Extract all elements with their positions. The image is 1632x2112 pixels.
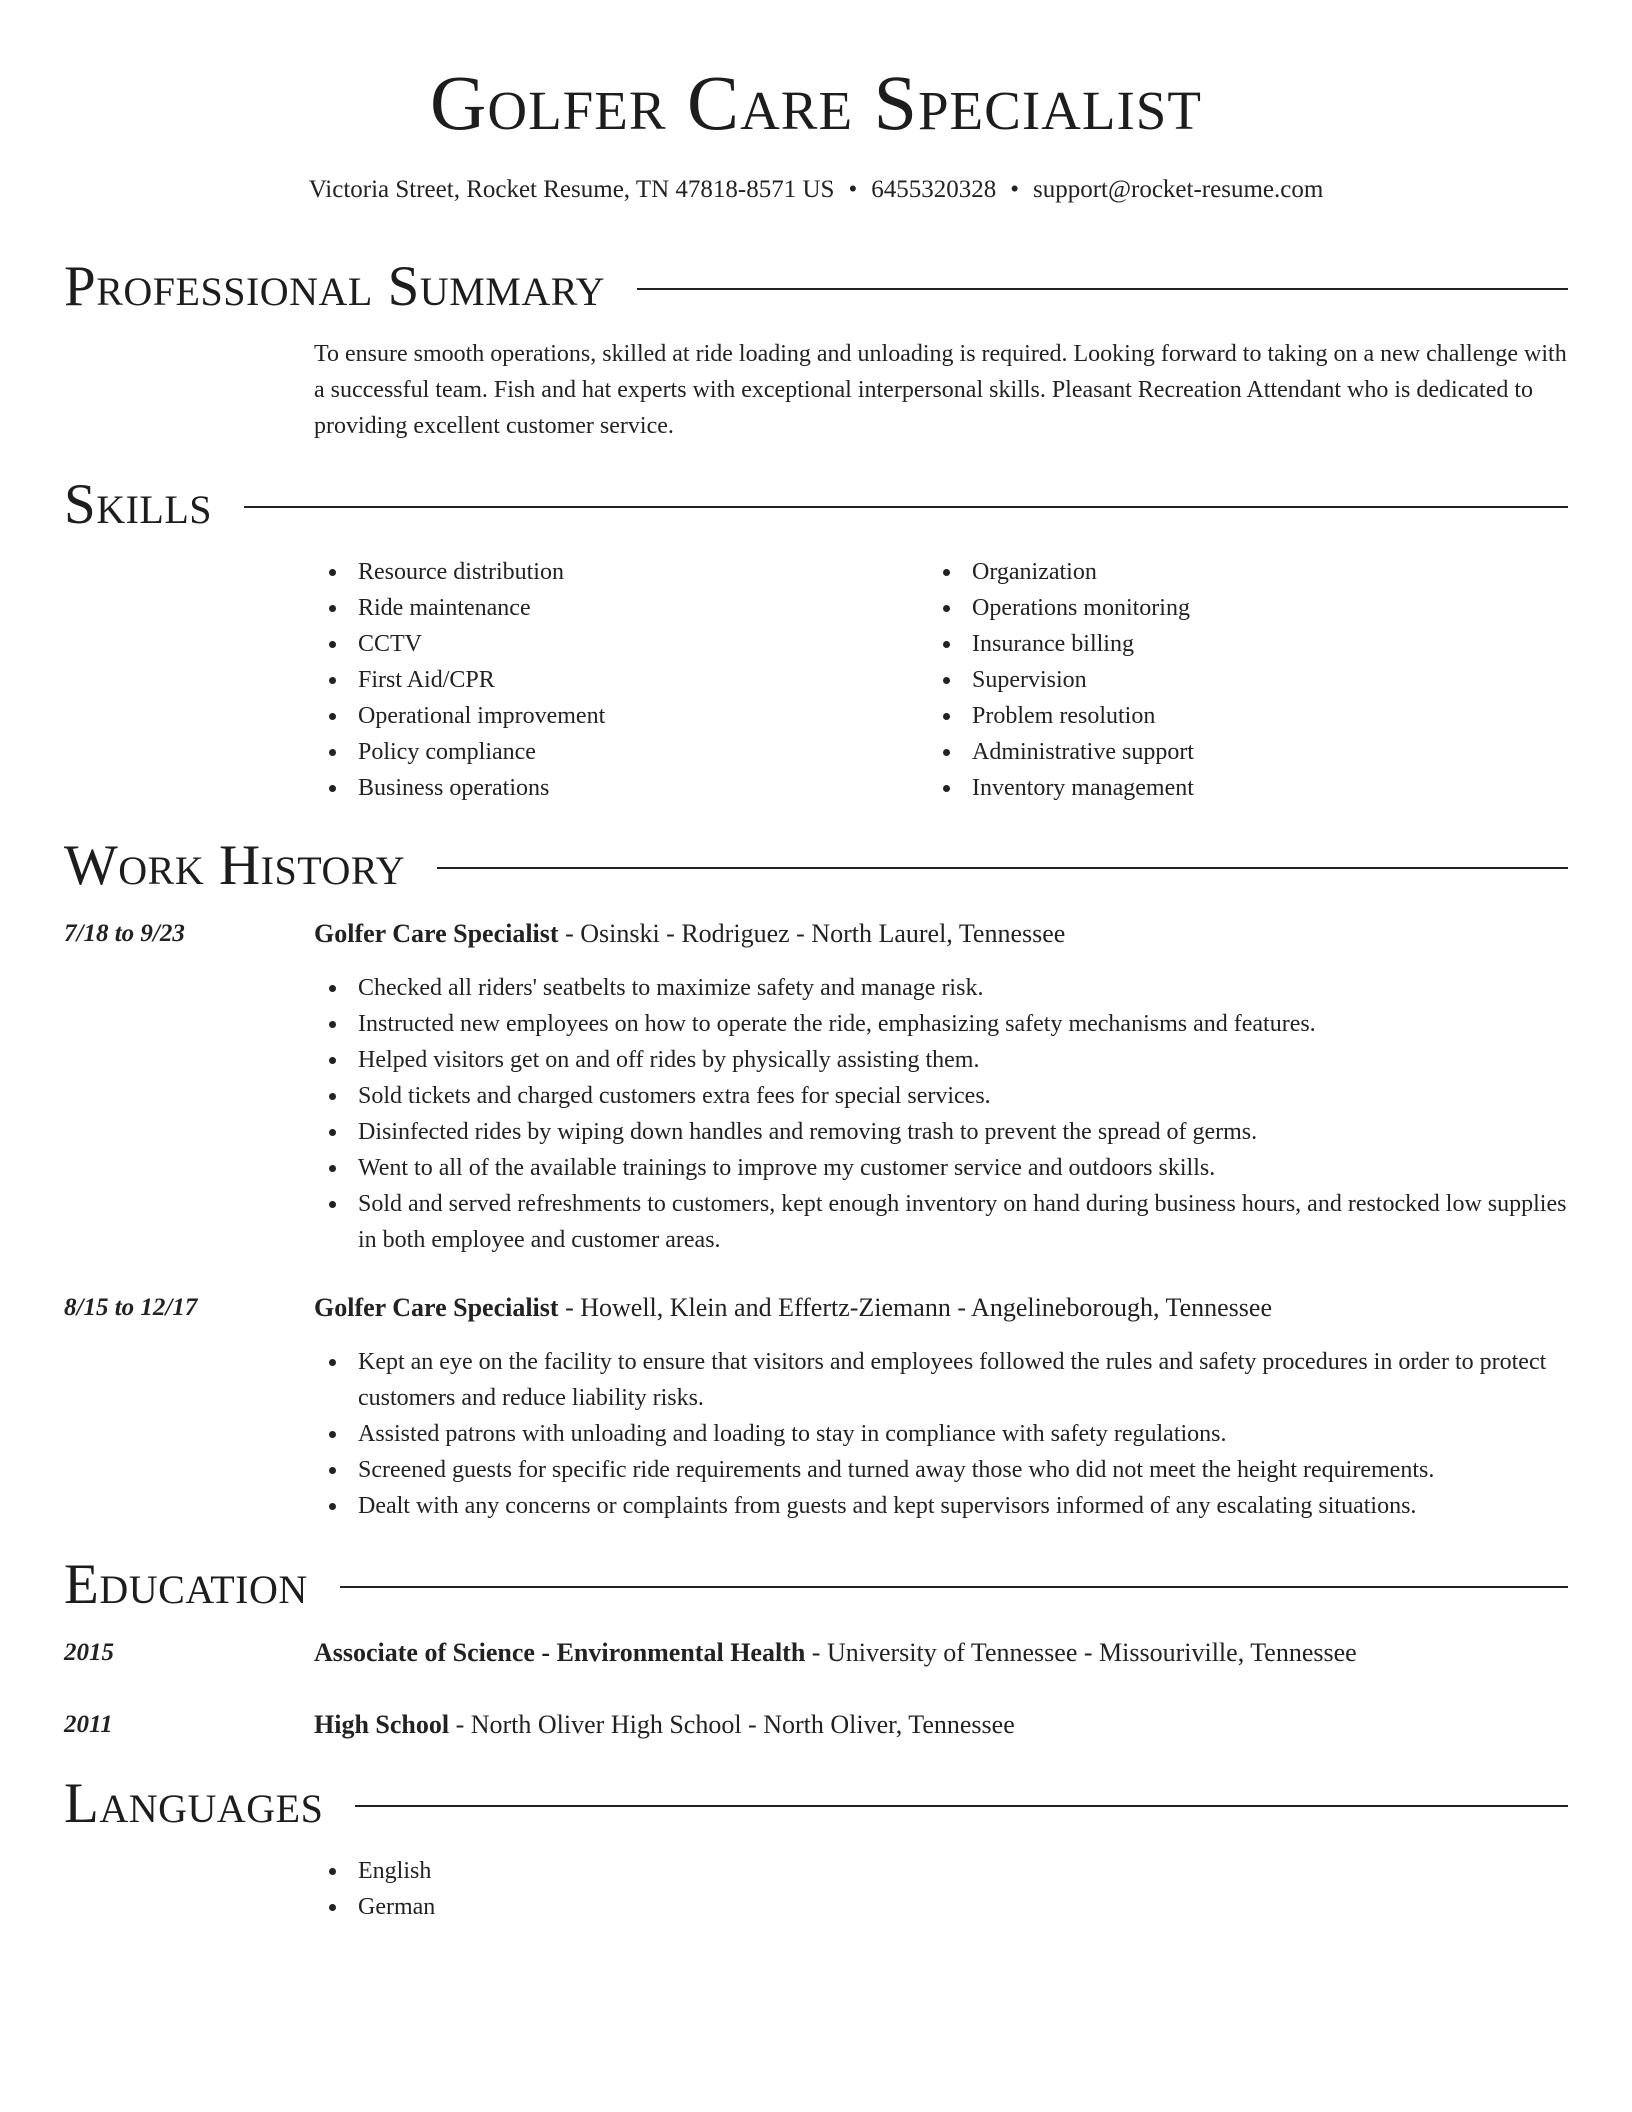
job-bullet: Went to all of the available trainings to improve my customer service and outdoors skills.	[314, 1150, 1568, 1186]
job-bullet: Disinfected rides by wiping down handles and removing trash to prevent the spread of germs.	[314, 1114, 1568, 1150]
summary-section-header	[64, 256, 1568, 318]
skills-list-right	[928, 554, 1528, 806]
skill-item: Organization	[928, 554, 1528, 590]
job-bullet: Sold and served refreshments to customers, kept enough inventory on hand during business hours, and restocked low supplies in both employee and customer areas.	[314, 1186, 1568, 1258]
language-item: German	[314, 1889, 1568, 1925]
section-divider	[355, 1805, 1568, 1807]
job-details: - Osinski - Rodriguez - North Laurel, Tennessee	[558, 919, 1066, 948]
job-dates: 7/18 to 9/23	[64, 920, 185, 947]
languages-section-header	[64, 1773, 1568, 1835]
work-section-header	[64, 835, 1568, 897]
job-heading	[314, 1290, 1568, 1326]
job-bullet: Kept an eye on the facility to ensure that visitors and employees followed the rules and safety procedures in order to protect customers and reduce liability risks.	[314, 1344, 1568, 1416]
skills-list-left	[314, 554, 914, 806]
languages-list	[314, 1853, 1568, 1925]
skill-item: Administrative support	[928, 734, 1528, 770]
skill-item: Operational improvement	[314, 698, 914, 734]
section-divider	[340, 1586, 1568, 1588]
skill-item: Resource distribution	[314, 554, 914, 590]
job-title: Golfer Care Specialist	[314, 919, 559, 948]
email: support@rocket-resume.com	[1032, 176, 1324, 203]
skill-item: CCTV	[314, 626, 914, 662]
skill-item: Supervision	[928, 662, 1528, 698]
languages-title: Languages	[64, 1772, 324, 1835]
education-details: - University of Tennessee - Missouriville, Tennessee	[805, 1638, 1357, 1667]
summary-title: Professional Summary	[64, 255, 606, 318]
job-bullet: Helped visitors get on and off rides by physically assisting them.	[314, 1042, 1568, 1078]
skill-item: Policy compliance	[314, 734, 914, 770]
skill-item: First Aid/CPR	[314, 662, 914, 698]
skills-section-header	[64, 474, 1568, 536]
address: Victoria Street, Rocket Resume, TN 47818-8571 US	[308, 176, 835, 203]
job-heading	[314, 916, 1568, 952]
summary-text: To ensure smooth operations, skilled at ride loading and unloading is required. Looking forward to taking on a new challenge with a successful team. Fish and hat experts with exceptional interpersonal skills. Pleasant Recreation Attendant who is dedicated to providing excellent customer service.	[314, 341, 1567, 439]
skill-item: Inventory management	[928, 770, 1528, 806]
work-title: Work History	[64, 834, 406, 897]
separator-dot: •	[848, 176, 858, 203]
job-dates: 8/15 to 12/17	[64, 1294, 198, 1321]
candidate-name: Golfer Care Specialist	[430, 59, 1202, 146]
job-bullet: Checked all riders' seatbelts to maximize safety and manage risk.	[314, 970, 1568, 1006]
education-year: 2011	[64, 1711, 113, 1738]
education-details: - North Oliver High School - North Oliver, Tennessee	[449, 1710, 1015, 1739]
job-bullets	[314, 970, 1568, 1258]
job-details: - Howell, Klein and Effertz-Ziemann - Angelineborough, Tennessee	[558, 1293, 1273, 1322]
job-bullet: Assisted patrons with unloading and loading to stay in compliance with safety regulations.	[314, 1416, 1568, 1452]
skill-item: Business operations	[314, 770, 914, 806]
education-degree: High School	[314, 1710, 450, 1739]
contact-line	[0, 173, 1632, 207]
job-bullets	[314, 1344, 1568, 1524]
job-bullet: Dealt with any concerns or complaints from guests and kept supervisors informed of any escalating situations.	[314, 1488, 1568, 1524]
phone: 6455320328	[871, 176, 997, 203]
job-bullet: Screened guests for specific ride requirements and turned away those who did not meet the height requirements.	[314, 1452, 1568, 1488]
education-entry	[314, 1635, 1568, 1671]
language-item: English	[314, 1853, 1568, 1889]
section-divider	[437, 867, 1568, 869]
skill-item: Ride maintenance	[314, 590, 914, 626]
education-title: Education	[64, 1553, 308, 1616]
separator-dot: •	[1010, 176, 1019, 203]
section-divider	[244, 506, 1568, 508]
education-year: 2015	[64, 1639, 114, 1666]
education-degree: Associate of Science - Environmental Health	[314, 1638, 806, 1667]
job-title: Golfer Care Specialist	[314, 1293, 559, 1322]
section-divider	[637, 288, 1568, 290]
skill-item: Insurance billing	[928, 626, 1528, 662]
skills-title: Skills	[64, 473, 213, 536]
job-bullet: Sold tickets and charged customers extra fees for special services.	[314, 1078, 1568, 1114]
skill-item: Problem resolution	[928, 698, 1528, 734]
education-entry	[314, 1707, 1568, 1743]
education-section-header	[64, 1554, 1568, 1616]
skill-item: Operations monitoring	[928, 590, 1528, 626]
job-bullet: Instructed new employees on how to operate the ride, emphasizing safety mechanisms and features.	[314, 1006, 1568, 1042]
